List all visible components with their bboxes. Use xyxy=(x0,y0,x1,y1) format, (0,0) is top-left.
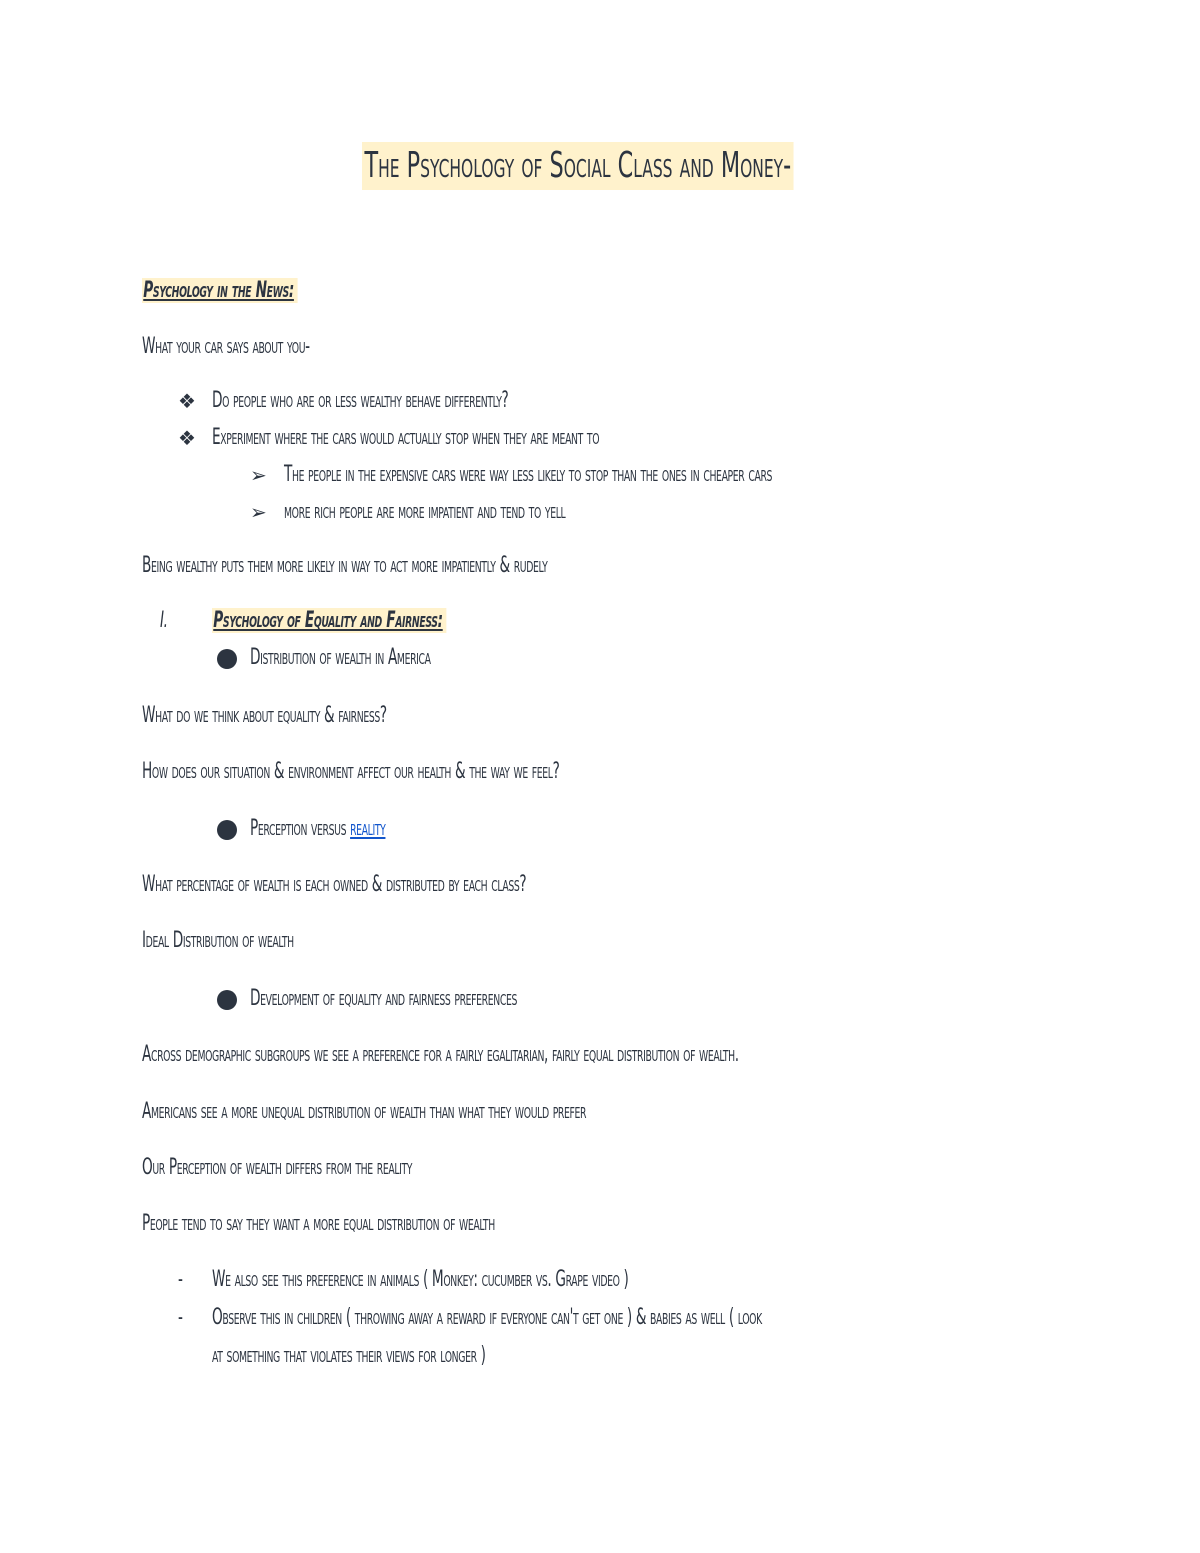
section-heading-news-label: Psychology in the News: xyxy=(142,278,298,303)
paragraph-perception: Our Perception of wealth differs from the reality xyxy=(142,1155,413,1180)
wealthy-statement: Being wealthy puts them more likely in way to act more impatiently & rudely xyxy=(142,553,548,578)
question-equality: What do we think about equality & fairness? xyxy=(142,703,387,728)
paragraph-people: People tend to say they want a more equal distribution of wealth xyxy=(142,1211,495,1236)
section-numeral: I. xyxy=(160,608,168,633)
list-item: Development of equality and fairness preferences xyxy=(250,986,518,1011)
arrow-bullet-icon: ➢ xyxy=(250,500,267,524)
section-heading-equality-label: Psychology of Equality and Fairness: xyxy=(212,608,446,633)
list-item xyxy=(250,814,385,844)
diamond-bullet-icon: ❖ xyxy=(178,426,196,450)
bullet-dot-icon xyxy=(217,990,237,1010)
list-item: Observe this in children ( throwing away a reward if everyone can't get one ) & babies as well ( look xyxy=(212,1305,762,1330)
section-heading-news xyxy=(142,276,298,306)
list-item: The people in the expensive cars were way less likely to stop than the ones in cheaper cars xyxy=(284,462,773,487)
list-item-continuation: at something that violates their views for longer ) xyxy=(212,1343,486,1368)
dash-bullet-icon: - xyxy=(178,1305,183,1330)
paragraph-demographic: Across demographic subgroups we see a preference for a fairly egalitarian, fairly equal distribution of wealth. xyxy=(142,1042,739,1067)
dash-bullet-icon: - xyxy=(178,1267,183,1292)
list-item: more rich people are more impatient and tend to yell xyxy=(284,499,566,524)
reality-link[interactable]: reality xyxy=(350,816,386,841)
bullet-dot-icon xyxy=(217,649,237,669)
perception-text: Perception versus xyxy=(250,816,351,841)
list-item: Experiment where the cars would actually stop when they are meant to xyxy=(212,425,600,450)
list-item: We also see this preference in animals ( Monkey: cucumber vs. Grape video ) xyxy=(212,1267,629,1292)
question-environment: How does our situation & environment affect our health & the way we feel? xyxy=(142,759,560,784)
car-question: What your car says about you- xyxy=(142,334,310,359)
question-percentage: What percentage of wealth is each owned & distributed by each class? xyxy=(142,872,527,897)
arrow-bullet-icon: ➢ xyxy=(250,463,267,487)
list-item: Do people who are or less wealthy behave differently? xyxy=(212,388,509,413)
paragraph-americans: Americans see a more unequal distribution of wealth than what they would prefer xyxy=(142,1099,587,1124)
section-heading-equality xyxy=(212,606,446,636)
ideal-distribution: Ideal Distribution of wealth xyxy=(142,928,294,953)
diamond-bullet-icon: ❖ xyxy=(178,389,196,413)
list-item: Distribution of wealth in America xyxy=(250,645,431,670)
bullet-dot-icon xyxy=(217,820,237,840)
document-title: The Psychology of Social Class and Money- xyxy=(362,142,794,190)
